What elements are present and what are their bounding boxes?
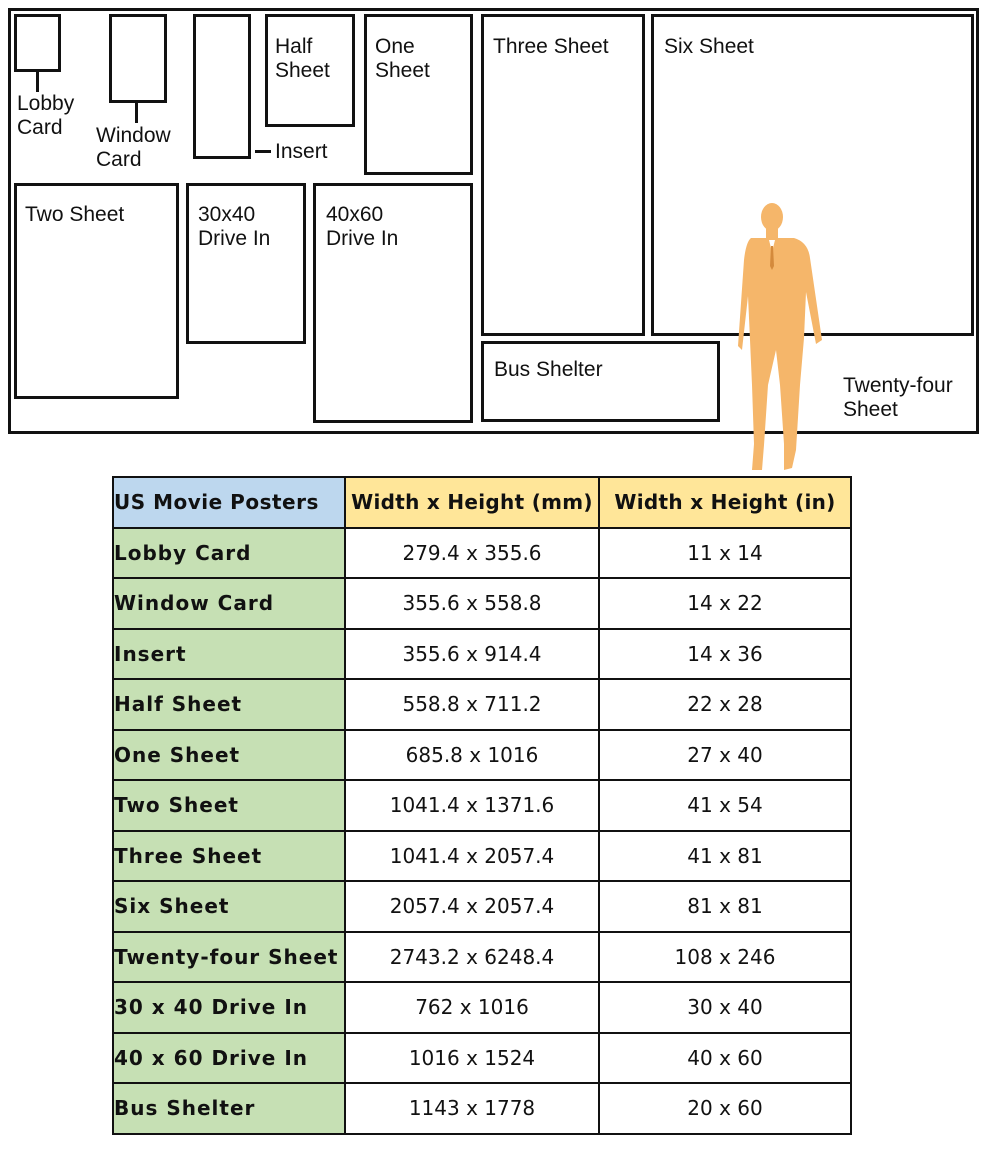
poster-name-cell: Window Card [113, 578, 345, 629]
size-in-cell: 14 x 22 [599, 578, 851, 629]
half-sheet-label: Half Sheet [275, 35, 330, 82]
insert-leader [255, 150, 271, 153]
header-size-in: Width x Height (in) [599, 477, 851, 528]
size-in-cell: 30 x 40 [599, 982, 851, 1033]
size-mm-cell: 1016 x 1524 [345, 1033, 599, 1084]
table-row [113, 578, 851, 629]
size-mm-cell: 1041.4 x 1371.6 [345, 780, 599, 831]
table-row [113, 932, 851, 983]
size-mm-cell: 685.8 x 1016 [345, 730, 599, 781]
person-silhouette-icon [738, 200, 824, 472]
header-size-mm: Width x Height (mm) [345, 477, 599, 528]
window-card-label: Window Card [96, 124, 171, 171]
size-in-cell: 22 x 28 [599, 679, 851, 730]
window-card-leader [135, 103, 138, 123]
drive-in-30x40-label: 30x40 Drive In [198, 203, 271, 250]
poster-name-cell: Twenty-four Sheet [113, 932, 345, 983]
table-row [113, 881, 851, 932]
size-mm-cell: 1041.4 x 2057.4 [345, 831, 599, 882]
poster-name-cell: Three Sheet [113, 831, 345, 882]
lobby-card-box [14, 14, 61, 72]
size-mm-cell: 1143 x 1778 [345, 1083, 599, 1134]
size-mm-cell: 2743.2 x 6248.4 [345, 932, 599, 983]
insert-label: Insert [275, 140, 328, 163]
size-in-cell: 14 x 36 [599, 629, 851, 680]
lobby-card-leader [36, 72, 39, 92]
lobby-card-label: Lobby Card [17, 92, 75, 139]
poster-name-cell: 30 x 40 Drive In [113, 982, 345, 1033]
poster-name-cell: Two Sheet [113, 780, 345, 831]
three-sheet-box [481, 14, 645, 336]
size-in-cell: 81 x 81 [599, 881, 851, 932]
table-row [113, 1083, 851, 1134]
header-poster-name: US Movie Posters [113, 477, 345, 528]
table-row [113, 730, 851, 781]
table-header-row [113, 477, 851, 528]
table-row [113, 831, 851, 882]
poster-name-cell: Six Sheet [113, 881, 345, 932]
one-sheet-label: One Sheet [375, 35, 430, 82]
drive-in-40x60-label: 40x60 Drive In [326, 203, 399, 250]
twenty-four-sheet-label: Twenty-four Sheet [843, 374, 953, 421]
window-card-box [109, 14, 167, 103]
poster-name-cell: Half Sheet [113, 679, 345, 730]
poster-name-cell: 40 x 60 Drive In [113, 1033, 345, 1084]
table-row [113, 780, 851, 831]
size-mm-cell: 762 x 1016 [345, 982, 599, 1033]
size-in-cell: 41 x 54 [599, 780, 851, 831]
size-mm-cell: 355.6 x 558.8 [345, 578, 599, 629]
size-in-cell: 11 x 14 [599, 528, 851, 579]
insert-box [193, 14, 251, 159]
poster-name-cell: Insert [113, 629, 345, 680]
size-mm-cell: 2057.4 x 2057.4 [345, 881, 599, 932]
size-mm-cell: 355.6 x 914.4 [345, 629, 599, 680]
size-in-cell: 20 x 60 [599, 1083, 851, 1134]
three-sheet-label: Three Sheet [493, 35, 609, 58]
poster-name-cell: Lobby Card [113, 528, 345, 579]
size-in-cell: 40 x 60 [599, 1033, 851, 1084]
size-in-cell: 27 x 40 [599, 730, 851, 781]
two-sheet-label: Two Sheet [25, 203, 125, 226]
size-in-cell: 108 x 246 [599, 932, 851, 983]
table-row [113, 1033, 851, 1084]
table-row [113, 629, 851, 680]
poster-name-cell: One Sheet [113, 730, 345, 781]
table-row [113, 528, 851, 579]
poster-size-table [112, 476, 852, 1135]
size-in-cell: 41 x 81 [599, 831, 851, 882]
bus-shelter-label: Bus Shelter [494, 358, 603, 381]
six-sheet-label: Six Sheet [664, 35, 754, 58]
table-row [113, 982, 851, 1033]
poster-name-cell: Bus Shelter [113, 1083, 345, 1134]
size-mm-cell: 279.4 x 355.6 [345, 528, 599, 579]
table-row [113, 679, 851, 730]
size-mm-cell: 558.8 x 711.2 [345, 679, 599, 730]
